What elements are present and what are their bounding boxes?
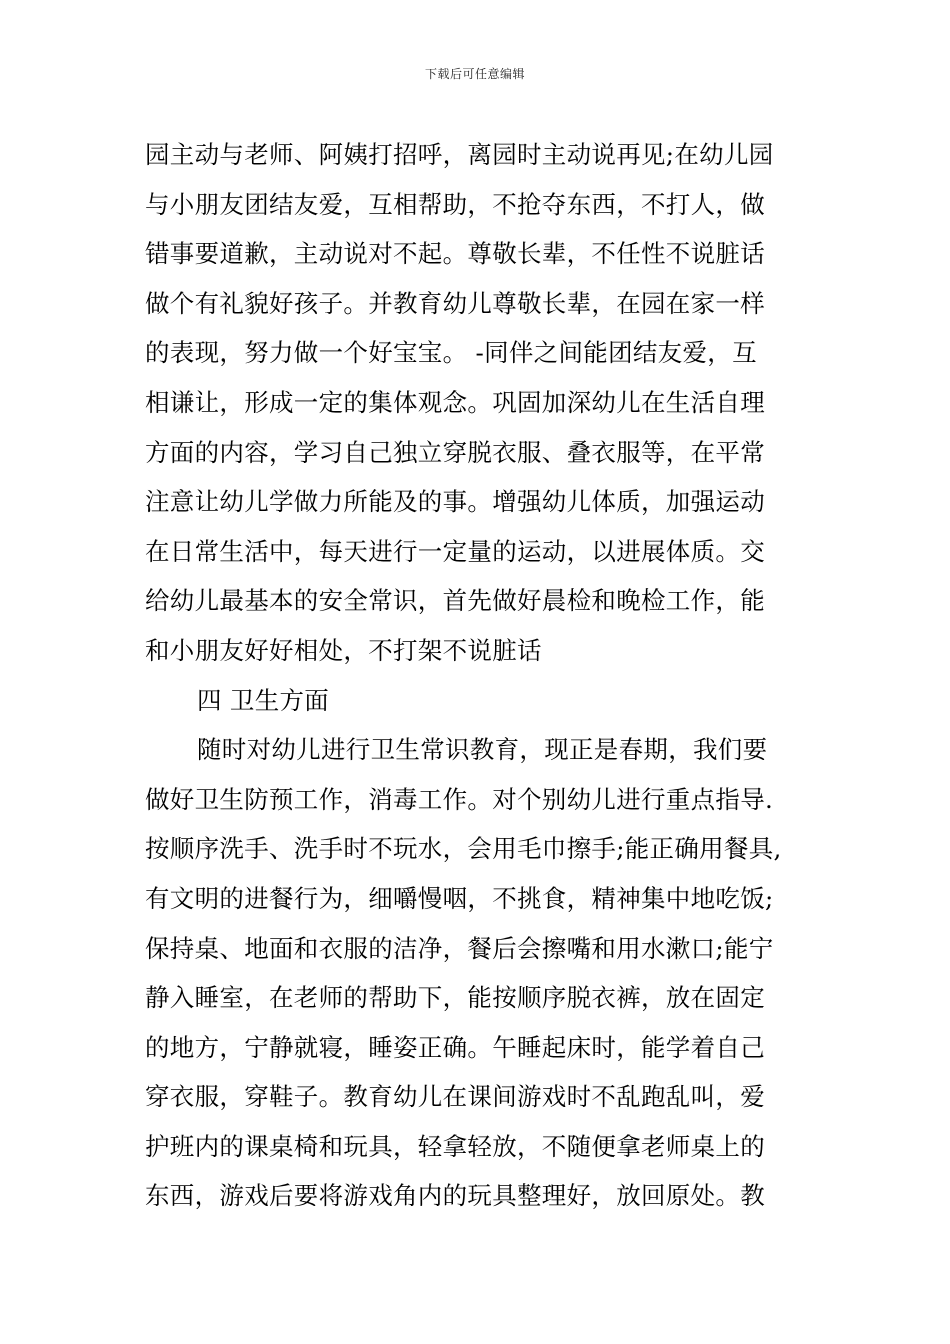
paragraph-line: 穿衣服，穿鞋子。教育幼儿在课间游戏时不乱跑乱叫，爱 — [145, 1082, 765, 1112]
paragraph-line: 静入睡室，在老师的帮助下，能按顺序脱衣裤，放在固定 — [145, 983, 765, 1013]
download-note: 下载后可任意编辑 — [424, 67, 525, 81]
paragraph-line: 注意让幼儿学做力所能及的事。增强幼儿体质，加强运动 — [145, 487, 765, 517]
paragraph-line: 园主动与老师、阿姨打招呼，离园时主动说再见;在幼儿园 — [145, 140, 774, 169]
paragraph-line: 错事要道歉，主动说对不起。尊敬长辈，不任性不说脏话 — [145, 239, 765, 269]
paragraph-first-line: 随时对幼儿进行卫生常识教育，现正是春期，我们要 — [197, 735, 768, 765]
paragraph-line: 按顺序洗手、洗手时不玩水，会用毛巾擦手;能正确用餐具, — [145, 834, 782, 864]
paragraph-line: 做好卫生防预工作，消毒工作。对个别幼儿进行重点指导. — [145, 784, 774, 814]
section-heading: 四 卫生方面 — [197, 685, 330, 715]
paragraph-line: 做个有礼貌好孩子。并教育幼儿尊敬长辈，在园在家一样 — [145, 288, 765, 318]
paragraph-line: 东西，游戏后要将游戏角内的玩具整理好，放回原处。教 — [145, 1181, 765, 1211]
paragraph-line: 与小朋友团结友爱，互相帮助，不抢夺东西，不打人，做 — [145, 189, 765, 219]
body-text — [145, 130, 825, 1221]
paragraph-line: 在日常生活中，每天进行一定量的运动，以进展体质。交 — [145, 536, 765, 566]
paragraph-line: 有文明的进餐行为，细嚼慢咽，不挑食，精神集中地吃饭; — [145, 883, 774, 913]
paragraph-line: 方面的内容，学习自己独立穿脱衣服、叠衣服等，在平常 — [145, 437, 765, 467]
paragraph-line: 和小朋友好好相处，不打架不说脏话 — [145, 635, 542, 665]
paragraph-line: 保持桌、地面和衣服的洁净，餐后会擦嘴和用水漱口;能宁 — [145, 933, 774, 963]
paragraph-line: 的表现，努力做一个好宝宝。 -同伴之间能团结友爱，互 — [145, 338, 757, 368]
paragraph-line: 相谦让，形成一定的集体观念。巩固加深幼儿在生活自理 — [145, 387, 765, 417]
paragraph-line: 的地方，宁静就寝，睡姿正确。午睡起床时，能学着自己 — [145, 1032, 765, 1062]
paragraph-line: 护班内的课桌椅和玩具，轻拿轻放，不随便拿老师桌上的 — [145, 1131, 765, 1161]
paragraph-line: 给幼儿最基本的安全常识，首先做好晨检和晚检工作，能 — [145, 586, 765, 616]
